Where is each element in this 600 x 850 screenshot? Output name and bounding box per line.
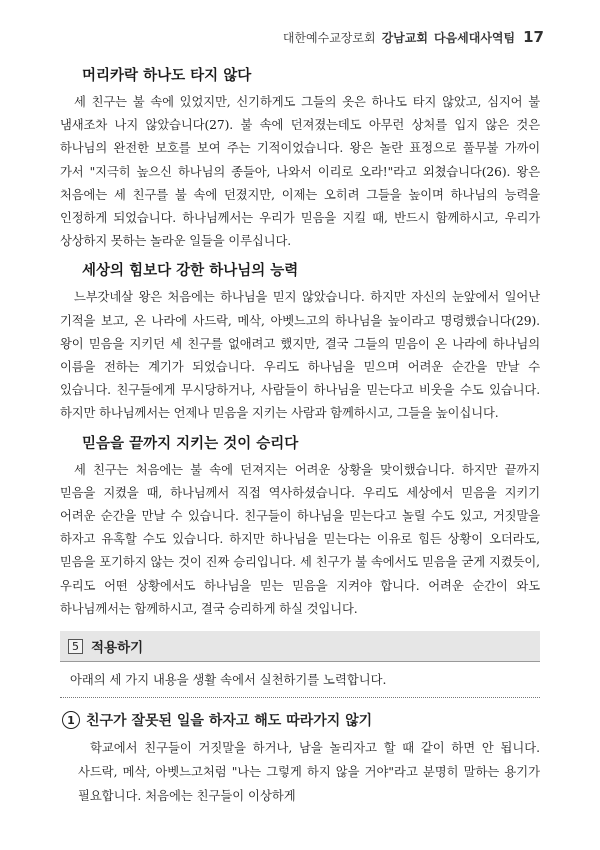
apply-section-title: 적용하기 xyxy=(91,640,144,657)
section-heading-2: 세상의 힘보다 강한 하나님의 능력 xyxy=(82,263,299,280)
apply-intro: 아래의 세 가지 내용을 생활 속에서 실천하기를 노력합니다. xyxy=(60,662,540,698)
section-heading-3: 믿음을 끝까지 지키는 것이 승리다 xyxy=(82,435,299,452)
section-heading-1: 머리카락 하나도 타지 않다 xyxy=(82,68,252,84)
apply-item-heading xyxy=(62,710,540,730)
header-org: 대한예수교장로회 xyxy=(282,31,376,45)
apply-item-paragraph: 학교에서 친구들이 거짓말을 하거나, 남을 놀리자고 할 때 같이 하면 안 됩니다. 사드락, 메삭, 아벳느고처럼 "나는 그렇게 하지 않을 거야"라고 분명히 말하는 용기가 필요합니다. 처음에는 친구들이 이상하게 xyxy=(78,741,540,804)
section-paragraph-1: 세 친구는 불 속에 있었지만, 신기하게도 그들의 옷은 하나도 타지 않았고, 심지어 불 냄새조차 나지 않았습니다(27). 불 속에 던져졌는데도 아무런 상처를 입지 않은 것은 하나님의 완전한 보호를 보여 주는 기적이었습니다. 왕은 놀란 표정으로 풀무불 가까이 가서 "지극히 높으신 하나님의 종들아, 나와서 이리로 오라!"라고 외쳤습니다(26). 왕은 처음에는 세 친구를 불 속에 던졌지만, 이제는 오히려 그들을 높이며 하나님의 능력을 인정하게 되었습니다. 하나님께서는 우리가 믿음을 지킬 때, 반드시 함께하시고, 우리가 상상하지 못하는 놀라운 일들을 이루십니다. xyxy=(60,95,540,249)
page-number: 17 xyxy=(523,28,544,46)
apply-item-title: 친구가 잘못된 일을 하자고 해도 따라가지 않기 xyxy=(86,713,373,730)
apply-section-bar xyxy=(60,631,540,662)
running-header xyxy=(283,28,544,46)
header-church: 강남교회 xyxy=(381,31,428,45)
section-paragraph-3: 세 친구는 처음에는 불 속에 던져지는 어려운 상황을 맞이했습니다. 하지만 끝까지 믿음을 지켰을 때, 하나님께서 직접 역사하셨습니다. 우리도 세상에서 믿음을 지키기 어려운 순간을 만날 수 있습니다. 친구들이 하나님을 믿는다고 놀릴 수도 있고, 거짓말을 하자고 유혹할 수도 있습니다. 하지만 하나님을 믿는다는 이유로 힘든 상황이 오더라도, 믿음을 포기하지 않는 것이 진짜 승리입니다. 세 친구가 불 속에서도 믿음을 굳게 지켰듯이, 우리도 어떤 상황에서도 하나님을 믿는 믿음을 지켜야 합니다. 어려운 순간이 와도 하나님께서는 함께하시고, 결국 승리하게 하실 것입니다. xyxy=(60,462,540,616)
header-team: 다음세대사역팀 xyxy=(433,31,516,45)
main-content xyxy=(60,58,540,808)
apply-section-number: 5 xyxy=(68,639,83,654)
item-number-badge: 1 xyxy=(62,711,80,729)
section-paragraph-2: 느부갓네살 왕은 처음에는 하나님을 믿지 않았습니다. 하지만 자신의 눈앞에서 일어난 기적을 보고, 온 나라에 사드락, 메삭, 아벳느고의 하나님을 높이라고 명령했습니다(29). 왕이 믿음을 지키던 세 친구를 없애려고 했지만, 결국 그들의 믿음이 온 나라에 하나님의 이름을 전하는 계기가 되었습니다. 우리도 하나님을 믿으며 어려운 순간을 만날 수 있습니다. 친구들에게 무시당하거나, 사람들이 하나님을 믿는다고 비웃을 수도 있습니다. 하지만 하나님께서는 언제나 믿음을 지키는 사람과 함께하시고, 그들을 높이십니다. xyxy=(60,290,540,421)
